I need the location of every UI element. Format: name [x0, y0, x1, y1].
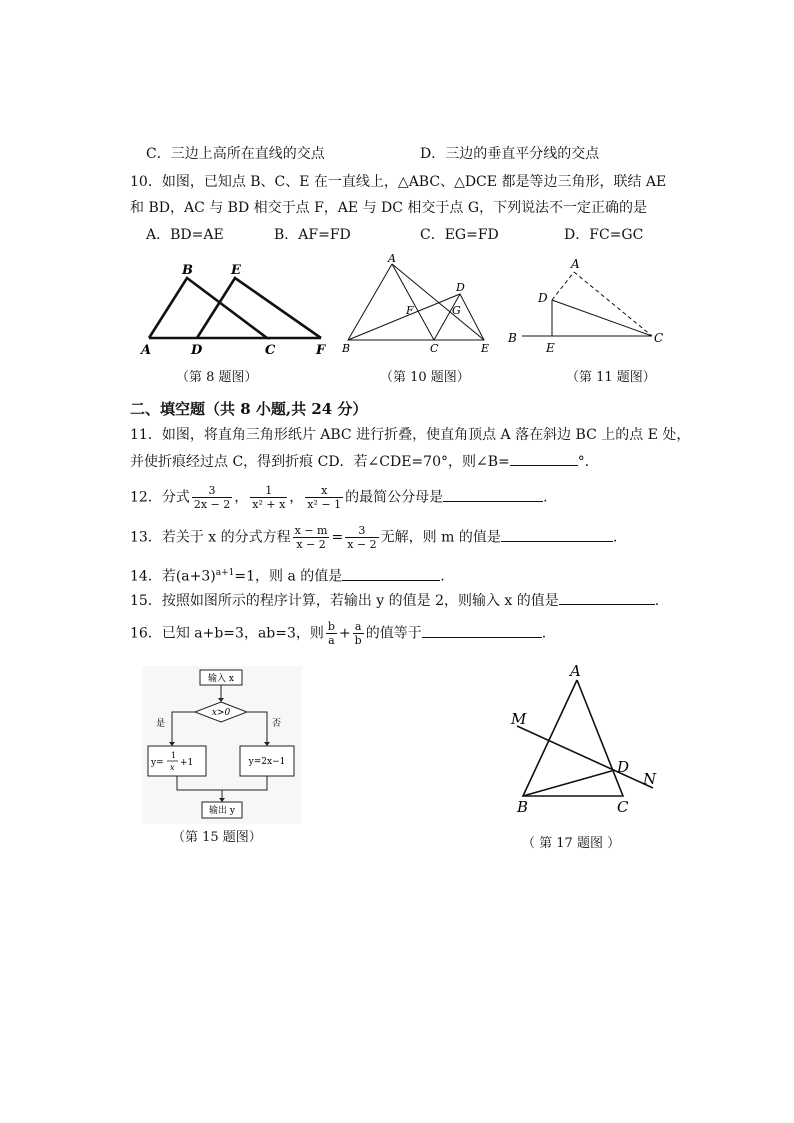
q12-fraction-1-den: 2x − 2	[193, 498, 231, 511]
q12-separator: ，	[289, 489, 304, 506]
q13-fraction-1-num: x − m	[294, 524, 328, 537]
flow-condition-label: x>0	[211, 708, 231, 718]
q16-end: .	[541, 625, 547, 642]
fig17-label-m: M	[511, 710, 527, 728]
fig10-label-g: G	[452, 304, 461, 317]
q12-fraction-2-num: 1	[250, 484, 287, 498]
q11-text-line1: 11．如图，将直角三角形纸片 ABC 进行折叠，使直角顶点 A 落在斜边 BC 上的点 E 处，	[130, 427, 691, 443]
q16-suffix: 的值等于	[365, 625, 422, 642]
fig10-caption: （第 10 题图）	[380, 370, 470, 385]
flow-left-suffix: +1	[180, 758, 194, 768]
fig15-caption: （第 15 题图）	[172, 830, 262, 845]
q12-prefix: 12．分式	[130, 489, 190, 506]
q13-answer-blank[interactable]	[501, 527, 613, 542]
q14-exponent: a+1	[215, 568, 235, 578]
q13-fraction-1	[293, 524, 330, 551]
q10-option-c: C．EG=FD	[420, 227, 499, 243]
q14-answer-blank[interactable]	[342, 566, 440, 581]
flow-no-label: 否	[272, 719, 282, 729]
flow-left-prefix: y=	[151, 758, 164, 768]
flow-right-label: y=2x−1	[248, 757, 286, 767]
fig17-label-b: B	[517, 798, 529, 816]
section-fill-in-heading: 二、填空题（共 8 小题,共 24 分）	[130, 400, 368, 418]
fig17-label-d: D	[617, 758, 630, 776]
flow-input-label: 输入 x	[208, 674, 234, 684]
q14-end: .	[440, 568, 445, 585]
q12-answer-blank[interactable]	[443, 487, 543, 502]
q10-text-line2: 和 BD，AC 与 BD 相交于点 F，AE 与 DC 相交于点 G，下列说法不一定正确的是	[130, 200, 648, 216]
q10-option-a: A．BD=AE	[146, 227, 224, 243]
q16-fraction-1	[326, 620, 337, 647]
q16-fraction-1-num: b	[327, 620, 335, 633]
q13-text	[130, 524, 617, 551]
q14-prefix: 14．若(a+3)	[130, 568, 216, 585]
fig11-caption: （第 11 题图）	[566, 370, 656, 385]
fig10-label-f: F	[406, 304, 414, 317]
q12-fraction-1-num: 3	[192, 484, 232, 498]
q11-answer-blank[interactable]	[510, 451, 578, 466]
fig11-label-a: A	[571, 257, 580, 271]
q12-fraction-1	[192, 484, 232, 511]
q16-plus: +	[338, 625, 351, 642]
q16-fraction-2-den: b	[354, 634, 362, 647]
figure-10	[338, 252, 498, 356]
fig11-label-d: D	[538, 291, 548, 305]
fig10-label-d: D	[456, 281, 465, 294]
q16-prefix: 16．已知 a+b=3，ab=3，则	[130, 625, 324, 642]
q13-prefix: 13．若关于 x 的分式方程	[130, 529, 291, 546]
q12-fraction-2-den: x² + x	[252, 498, 286, 511]
q12-text	[130, 484, 548, 511]
flow-left-den: x	[170, 763, 175, 772]
q16-text	[130, 620, 546, 647]
q15-answer-blank[interactable]	[559, 590, 655, 605]
q15-text	[130, 590, 659, 611]
fig17-label-n: N	[643, 770, 657, 788]
q12-fraction-3-num: x	[305, 484, 343, 498]
figure-15-flowchart	[142, 666, 302, 824]
fig8-label-c: C	[265, 343, 276, 358]
fig10-label-e: E	[481, 342, 490, 355]
q12-fraction-3	[305, 484, 343, 511]
q10-option-d: D．FC=GC	[564, 227, 644, 243]
fig8-label-b: B	[182, 263, 193, 278]
fig8-caption: （第 8 题图）	[176, 370, 258, 385]
fig10-label-c: C	[430, 342, 439, 355]
q12-separator: ，	[234, 489, 249, 506]
q16-answer-blank[interactable]	[422, 623, 542, 638]
q16-fraction-2	[353, 620, 364, 647]
fig11-label-e: E	[546, 341, 555, 355]
q9-option-c: C．三边上高所在直线的交点	[146, 146, 325, 162]
flow-output-label: 输出 y	[209, 806, 235, 816]
q13-suffix: 无解，则 m 的值是	[380, 529, 501, 546]
fig17-label-c: C	[617, 798, 629, 816]
figure-11	[502, 252, 672, 356]
q10-text-line1: 10．如图，已知点 B、C、E 在一直线上，△ABC、△DCE 都是等边三角形，联结 AE	[130, 174, 667, 190]
fig17-label-a: A	[570, 662, 581, 680]
q12-fraction-2	[250, 484, 287, 511]
fig11-label-b: B	[508, 331, 517, 345]
figure-17	[505, 660, 670, 820]
q13-fraction-2	[345, 524, 378, 551]
q13-end: .	[612, 529, 618, 546]
flow-left-num: 1	[171, 751, 177, 760]
q13-fraction-2-num: 3	[345, 524, 378, 538]
q14-text	[130, 563, 445, 587]
q11-text-line2a: 并使折痕经过点 C，得到折痕 CD．若∠CDE=70°，则∠B=	[130, 454, 510, 470]
fig10-label-b: B	[342, 342, 351, 355]
q15-end: .	[654, 593, 660, 609]
fig8-label-a: A	[141, 343, 152, 358]
q9-option-d: D．三边的垂直平分线的交点	[420, 146, 600, 162]
q12-fraction-3-den: x² − 1	[307, 498, 342, 511]
q11-text-line2b: °．	[577, 454, 599, 470]
q11-text-line2	[130, 451, 599, 472]
fig10-label-a: A	[388, 252, 396, 265]
q16-fraction-2-num: a	[353, 620, 364, 634]
q10-option-b: B．AF=FD	[274, 227, 351, 243]
q13-equals: =	[331, 529, 344, 546]
q16-fraction-1-den: a	[328, 634, 335, 647]
fig8-label-d: D	[191, 343, 203, 358]
fig8-label-f: F	[316, 343, 326, 358]
q13-fraction-2-den: x − 2	[347, 538, 377, 551]
q12-suffix: 的最简公分母是	[345, 489, 444, 506]
q15-body: 15．按照如图所示的程序计算，若输出 y 的值是 2，则输入 x 的值是	[130, 593, 559, 609]
q14-mid: =1，则 a 的值是	[234, 568, 343, 585]
q13-fraction-1-den: x − 2	[296, 538, 326, 551]
fig8-label-e: E	[231, 263, 241, 278]
fig17-caption: （ 第 17 题图 ）	[522, 836, 621, 851]
flow-yes-label: 是	[156, 719, 166, 729]
fig11-label-c: C	[654, 331, 664, 345]
figure-8	[135, 258, 335, 358]
q12-end: .	[543, 489, 548, 506]
